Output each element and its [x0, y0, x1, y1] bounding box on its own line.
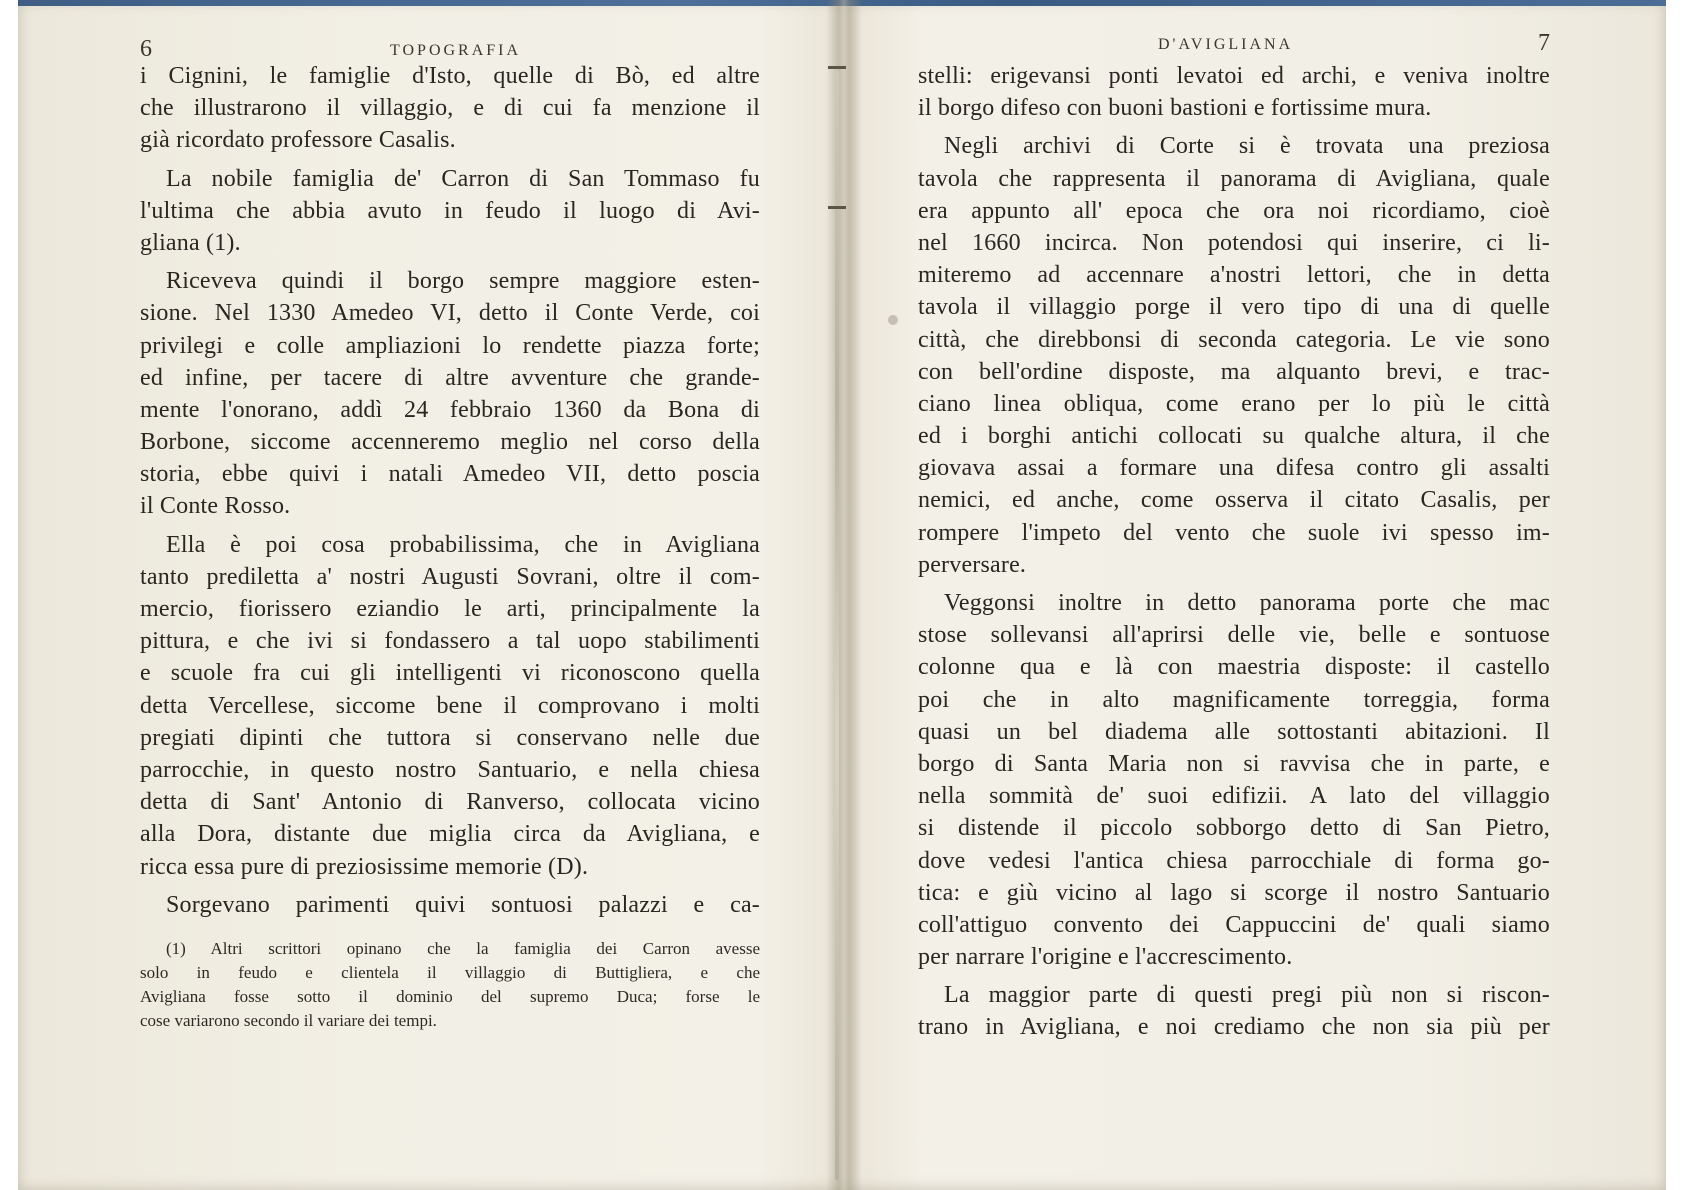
text-line: pregiati dipinti che tuttora si conservano nelle due — [140, 724, 760, 751]
text-line: mercio, fiorissero eziandio le arti, principalmente la — [140, 596, 760, 622]
left-page — [140, 30, 760, 1033]
text-line: si distende il piccolo sobborgo detto di San Pietro, — [918, 815, 1550, 842]
text-line: La nobile famiglia de' Carron di San Tommaso fu — [166, 165, 760, 192]
text-line: detta Vercellese, siccome bene il comprovano i molti — [140, 692, 760, 719]
text-line: privilegi e colle ampliazioni lo rendette piazza forte; — [140, 332, 760, 359]
text-line: che illustrarono il villaggio, e di cui fa menzione il — [140, 95, 760, 122]
text-line: tavola che rappresenta il panorama di Avigliana, quale — [918, 165, 1550, 192]
text-line: nella sommità de' suoi edifizii. A lato del villaggio — [918, 783, 1550, 810]
paragraph — [918, 979, 1550, 1043]
paragraph — [918, 130, 1550, 581]
right-body-text — [918, 60, 1550, 1044]
text-line: ed i borghi antichi collocati su qualche altura, il che — [918, 423, 1550, 450]
text-line: giovava assai a formare una difesa contro gli assalti — [918, 455, 1550, 482]
text-line: il borgo difeso con buoni bastioni e fortissime mura. — [918, 95, 1432, 122]
text-line: La maggior parte di questi pregi più non si riscon- — [944, 982, 1550, 1009]
text-line: pittura, e che ivi si fondassero a tal uopo stabilimenti — [140, 628, 760, 655]
paragraph — [140, 163, 760, 260]
right-running-title: D'AVIGLIANA — [1158, 36, 1294, 53]
text-line: ed infine, per tacere di altre avventure che grande- — [140, 364, 760, 391]
text-line: già ricordato professore Casalis. — [140, 127, 456, 154]
right-page-number: 7 — [1538, 30, 1550, 56]
text-line: miteremo ad accennare a'nostri lettori, che in detta — [918, 262, 1550, 289]
footnote-line: Avigliana fosse sotto il dominio del supremo Duca; forse le — [140, 986, 760, 1006]
text-line: detta di Sant' Antonio di Ranverso, collocata vicino — [140, 789, 760, 816]
footnote-line: cose variarono secondo il variare dei tempi. — [140, 1010, 437, 1030]
footnote-line: solo in feudo e clientela il villaggio di Buttigliera, e che — [140, 962, 760, 982]
text-line: tica: e giù vicino al lago si scorge il nostro Santuario — [918, 879, 1550, 906]
text-line: borgo di Santa Maria non si ravvisa che in parte, e — [918, 750, 1550, 777]
text-line: era appunto all' epoca che ora noi ricordiamo, cioè — [918, 197, 1550, 224]
left-page-number: 6 — [140, 36, 152, 62]
text-line: storia, ebbe quivi i natali Amedeo VII, detto poscia — [140, 461, 760, 488]
text-line: Riceveva quindi il borgo sempre maggiore esten- — [166, 268, 760, 295]
text-line: l'ultima che abbia avuto in feudo il luogo di Avi- — [140, 197, 760, 224]
footnote-line: (1) Altri scrittori opinano che la famiglia dei Carron avesse — [166, 938, 760, 958]
text-line: con bell'ordine disposte, ma alquanto brevi, e trac- — [918, 358, 1550, 385]
left-body-text — [140, 60, 760, 921]
text-line: il Conte Rosso. — [140, 493, 291, 520]
binding-stitch — [828, 66, 846, 69]
paragraph — [140, 60, 760, 157]
left-running-head — [140, 30, 760, 60]
right-page — [918, 30, 1550, 1044]
text-line: dove vedesi l'antica chiesa parrocchiale di forma go- — [918, 847, 1550, 874]
text-line: nel 1660 incirca. Non potendosi qui inserire, ci li- — [918, 229, 1550, 256]
text-line: nemici, ed anche, come osserva il citato Casalis, per — [918, 487, 1550, 514]
text-line: tanto prediletta a' nostri Augusti Sovrani, oltre il com- — [140, 563, 760, 590]
paragraph — [140, 889, 760, 921]
text-line: poi che in alto magnificamente torreggia, forma — [918, 686, 1550, 713]
text-line: ciano linea obliqua, come erano per lo più le città — [918, 390, 1550, 417]
binding-thread — [835, 70, 839, 1180]
text-line: Borbone, siccome accenneremo meglio nel corso della — [140, 429, 760, 456]
text-line: rompere l'impeto del vento che suole ivi spesso im- — [918, 519, 1550, 546]
text-line: per narrare l'origine e l'accrescimento. — [918, 944, 1293, 971]
paragraph — [918, 60, 1550, 124]
text-line: quasi un bel diadema alle sottostanti abitazioni. Il — [918, 718, 1550, 745]
text-line: gliana (1). — [140, 229, 241, 256]
paragraph — [918, 587, 1550, 973]
text-line: Sorgevano parimenti quivi sontuosi palazzi e ca- — [166, 891, 760, 918]
text-line: parrocchie, in questo nostro Santuario, e nella chiesa — [140, 756, 760, 783]
text-line: Negli archivi di Corte si è trovata una preziosa — [944, 133, 1550, 160]
left-footnote — [140, 937, 760, 1033]
text-line: colonne qua e là con maestria disposte: il castello — [918, 654, 1550, 681]
text-line: stose sollevansi all'aprirsi delle vie, belle e sontuose — [918, 622, 1550, 649]
book-gutter — [826, 0, 862, 1190]
text-line: mente l'onorano, addì 24 febbraio 1360 da Bona di — [140, 396, 760, 423]
right-running-head — [918, 30, 1550, 60]
paper-stain — [888, 315, 898, 325]
left-running-title: TOPOGRAFIA — [390, 42, 522, 59]
text-line: coll'attiguo convento dei Cappuccini de' quali siamo — [918, 911, 1550, 938]
text-line: città, che direbbonsi di seconda categoria. Le vie sono — [918, 326, 1550, 353]
text-line: alla Dora, distante due miglia circa da Avigliana, e — [140, 821, 760, 848]
paragraph — [140, 529, 760, 883]
text-line: i Cignini, le famiglie d'Isto, quelle di Bò, ed altre — [140, 63, 760, 89]
binding-stitch — [828, 206, 846, 209]
text-line: trano in Avigliana, e noi crediamo che non sia più per — [918, 1014, 1550, 1041]
text-line: Veggonsi inoltre in detto panorama porte che mac — [944, 590, 1550, 616]
text-line: stelli: erigevansi ponti levatoi ed archi, e veniva inoltre — [918, 63, 1550, 89]
text-line: tavola il villaggio porge il vero tipo di una di quelle — [918, 294, 1550, 321]
text-line: ricca essa pure di preziosissime memorie (D). — [140, 853, 589, 880]
text-line: Ella è poi cosa probabilissima, che in Avigliana — [166, 531, 760, 558]
text-line: perversare. — [918, 551, 1027, 578]
text-line: sione. Nel 1330 Amedeo VI, detto il Conte Verde, coi — [140, 300, 760, 327]
paragraph — [140, 265, 760, 523]
text-line: e scuole fra cui gli intelligenti vi riconoscono quella — [140, 660, 760, 687]
